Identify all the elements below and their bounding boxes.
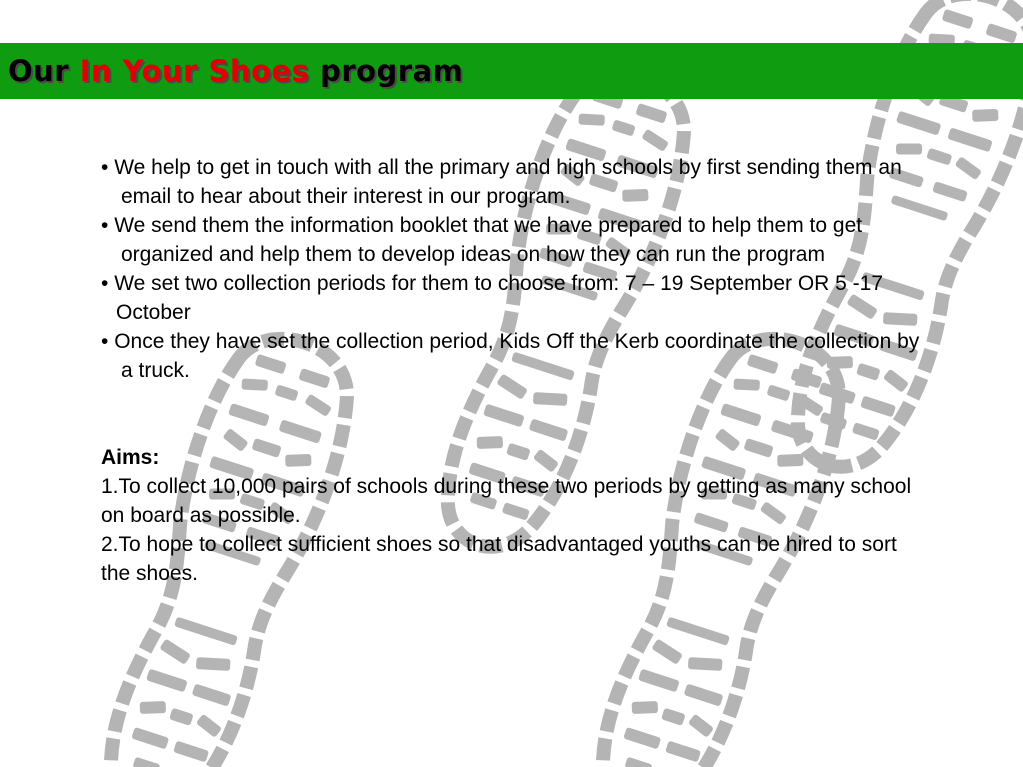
bullet-item <box>101 327 931 385</box>
title-suffix: program <box>320 54 464 88</box>
slide-content <box>101 153 931 588</box>
title-bar <box>0 43 1023 99</box>
bullet-item <box>101 153 931 211</box>
bullet-item <box>101 269 931 327</box>
aims-list <box>101 472 931 588</box>
bullet-item <box>101 211 931 269</box>
bullet-text: We set two collection periods for them to choose from: 7 – 19 September OR 5 -17 October <box>114 272 884 324</box>
aims-heading: Aims: <box>101 446 160 469</box>
bullet-list <box>101 153 931 385</box>
title-highlight: In Your Shoes <box>79 54 310 88</box>
bullet-text: Once they have set the collection period, Kids Off the Kerb coordinate the collection by a truck. <box>114 330 920 382</box>
bullet-marker: • <box>101 214 109 237</box>
bullet-marker: • <box>101 156 109 179</box>
bullet-text: We help to get in touch with all the primary and high schools by first sending them an email to hear about their interest in our program. <box>114 156 902 208</box>
aims-item: 1.To collect 10,000 pairs of schools during these two periods by getting as many school on board as possible. <box>101 475 912 527</box>
title-prefix: Our <box>8 54 70 88</box>
bullet-marker: • <box>101 272 109 295</box>
bullet-marker: • <box>101 330 109 353</box>
slide-title <box>8 51 463 91</box>
aims-item: 2.To hope to collect sufficient shoes so that disadvantaged youths can be hired to sort the shoes. <box>101 533 897 585</box>
bullet-text: We send them the information booklet that we have prepared to help them to get organized and help them to develop ideas on how they can run the program <box>114 214 863 266</box>
